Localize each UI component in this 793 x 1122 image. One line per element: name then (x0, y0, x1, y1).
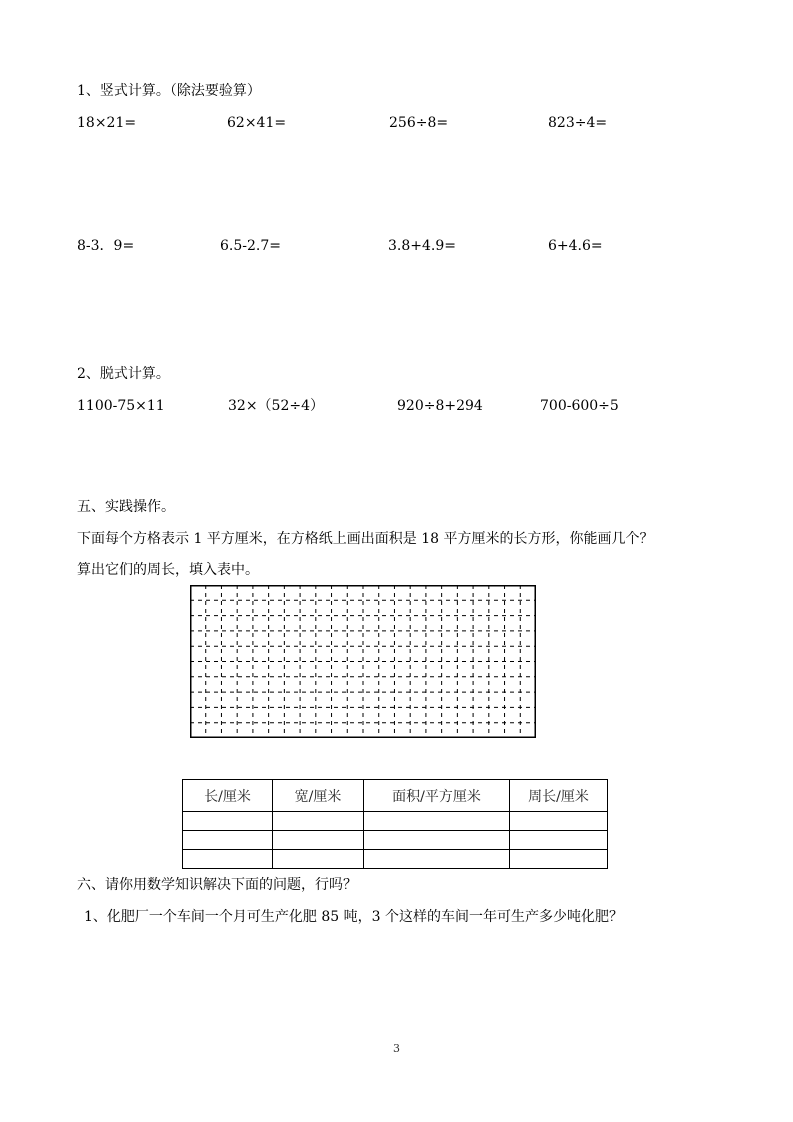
cell-area[interactable] (364, 850, 510, 869)
header-length: 长/厘米 (183, 780, 273, 812)
problem-1-3: 256÷8= (389, 115, 449, 131)
problem-1-6: 6.5-2.7= (220, 238, 281, 254)
cell-width[interactable] (273, 812, 364, 831)
section2-heading: 2、脱式计算。 (77, 366, 170, 382)
cell-area[interactable] (364, 812, 510, 831)
header-width: 宽/厘米 (273, 780, 364, 812)
header-area: 面积/平方厘米 (364, 780, 510, 812)
cell-length[interactable] (183, 850, 273, 869)
cell-width[interactable] (273, 850, 364, 869)
section1-heading: 1、竖式计算。（除法要验算） (77, 83, 261, 99)
answer-table-header-row (183, 780, 608, 812)
grid-svg (190, 585, 536, 738)
problem-1-8: 6+4.6= (548, 238, 603, 254)
problem-1-1: 18×21= (77, 115, 137, 131)
cell-perimeter[interactable] (510, 831, 608, 850)
table-row (183, 850, 608, 869)
cell-perimeter[interactable] (510, 850, 608, 869)
cell-width[interactable] (273, 831, 364, 850)
answer-table (182, 779, 608, 869)
section5-heading: 五、实践操作。 (77, 499, 175, 515)
problem-1-4: 823÷4= (548, 115, 608, 131)
problem-1-2: 62×41= (227, 115, 287, 131)
section6-heading: 六、请你用数学知识解决下面的问题，行吗？ (77, 877, 357, 893)
cell-perimeter[interactable] (510, 812, 608, 831)
table-row (183, 812, 608, 831)
section6-question-1: 1、化肥厂一个车间一个月可生产化肥 85 吨，3 个这样的车间一年可生产多少吨化肥？ (84, 909, 623, 925)
header-perimeter: 周长/厘米 (510, 780, 608, 812)
section5-instruction-2: 算出它们的周长，填入表中。 (77, 562, 259, 578)
problem-2-3: 920÷8+294 (397, 398, 483, 414)
problem-1-5: 8-3．9= (77, 238, 135, 254)
page-number: 3 (393, 1042, 400, 1055)
section5-instruction-1: 下面每个方格表示 1 平方厘米，在方格纸上画出面积是 18 平方厘米的长方形，你能画几个？ (77, 531, 654, 547)
problem-2-2: 32×（52÷4） (228, 398, 324, 414)
cell-area[interactable] (364, 831, 510, 850)
problem-2-1: 1100-75×11 (77, 398, 165, 414)
problem-1-7: 3.8+4.9= (388, 238, 456, 254)
square-grid-paper (190, 585, 536, 738)
table-row (183, 831, 608, 850)
problem-2-4: 700-600÷5 (540, 398, 619, 414)
cell-length[interactable] (183, 831, 273, 850)
cell-length[interactable] (183, 812, 273, 831)
